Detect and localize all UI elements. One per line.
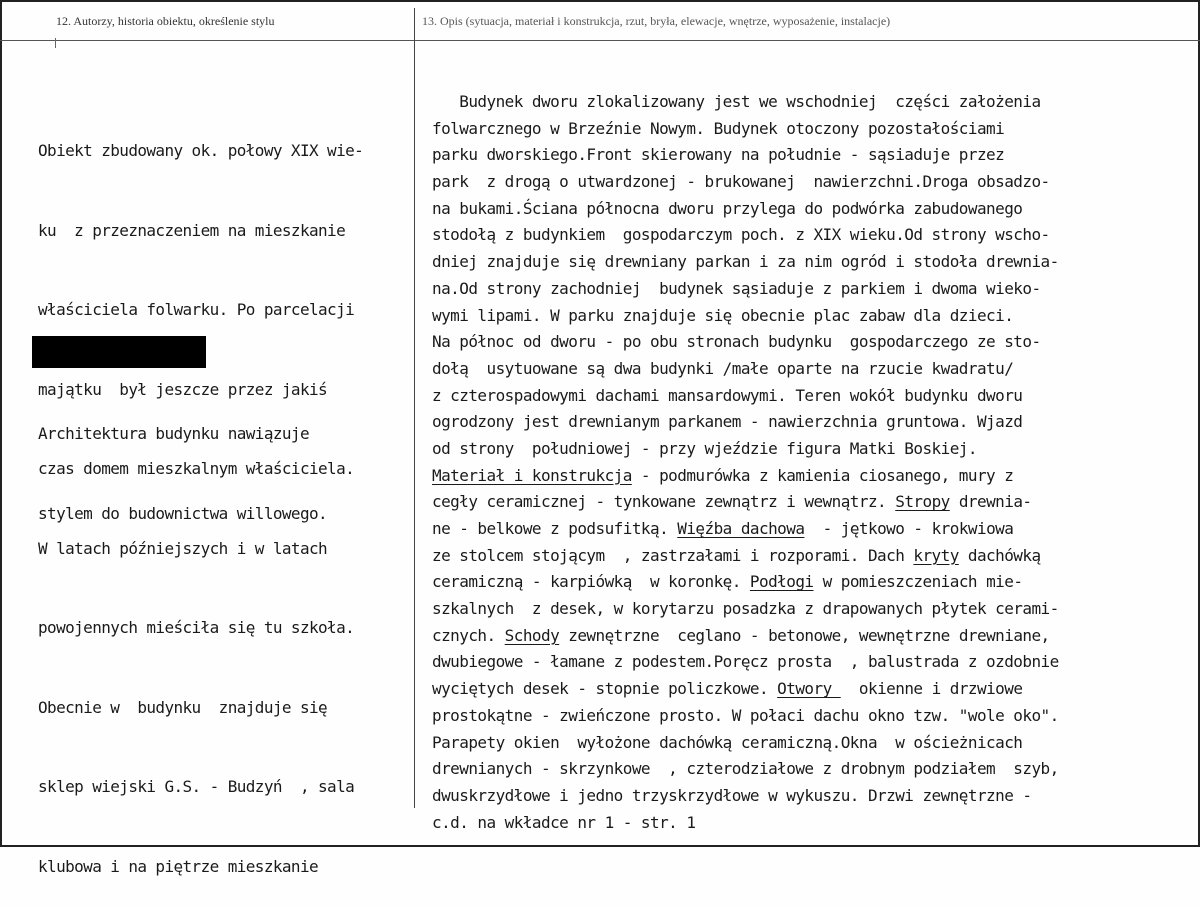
description-line <box>432 810 1059 837</box>
description-line <box>432 329 1059 356</box>
description-line <box>432 249 1059 276</box>
description-text: od strony południowej - przy wjeździe figura Matki Boskiej. <box>432 438 977 458</box>
description-line <box>432 463 1059 490</box>
description-line <box>432 303 1059 330</box>
description-line <box>432 756 1059 783</box>
architecture-text-block <box>38 368 327 554</box>
description-text: dwubiegowe - łamane z podestem.Poręcz prosta , balustrada z ozdobnie <box>432 652 1059 672</box>
description-line <box>432 409 1059 436</box>
description-text: ceramiczną - karpiówką w koronkę. <box>432 572 750 592</box>
description-text: okienne i drzwiowe <box>840 679 1023 699</box>
description-text: na bukami.Ściana północna dworu przylega do podwórka zabudowanego <box>432 198 1023 218</box>
description-line <box>432 142 1059 169</box>
history-line: czas domem mieszkalnym właściciela. <box>38 459 355 478</box>
description-line <box>432 276 1059 303</box>
description-line <box>432 649 1059 676</box>
architecture-line: stylem do budownictwa willowego. <box>38 503 328 523</box>
description-line <box>432 569 1059 596</box>
description-text: dwuskrzydłowe i jedno trzyskrzydłowe w wykuszu. Drzwi zewnętrzne - <box>432 785 1032 805</box>
history-line: W latach późniejszych i w latach <box>38 538 328 558</box>
underlined-term: kryty <box>913 545 959 565</box>
description-line <box>432 489 1059 516</box>
underlined-term: Otwory <box>777 679 841 699</box>
description-line <box>432 116 1059 143</box>
history-line: majątku był jeszcze przez jakiś <box>38 379 328 399</box>
description-line <box>432 596 1059 623</box>
history-line: Obiekt zbudowany ok. połowy XIX wie- <box>38 141 364 160</box>
description-line <box>432 516 1059 543</box>
description-line <box>432 730 1059 757</box>
description-text: wyciętych desek - stopnie policzkowe. <box>432 679 778 699</box>
description-text: wymi lipami. W parku znajduje się obecnie plac zabaw dla dzieci. <box>432 305 1014 325</box>
description-text: ze stolcem stojącym , zastrzałami i rozporami. Dach <box>432 545 914 565</box>
section-13-heading: 13. Opis (sytuacja, materiał i konstrukcja, rzut, bryła, elewacje, wnętrze, wyposażenie, instalacje) <box>422 14 891 28</box>
description-text: w pomieszczeniach mie- <box>813 572 1023 592</box>
column-divider <box>414 8 415 808</box>
description-text: c.d. na wkładce nr 1 - str. 1 <box>432 812 696 832</box>
description-line <box>432 383 1059 410</box>
description-text: z czterospadowymi dachami mansardowymi. Teren wokół budynku dworu <box>432 385 1023 405</box>
underlined-term: Podłogi <box>749 572 814 592</box>
description-line <box>432 89 1059 116</box>
description-text: ne - belkowe z podsufitką. <box>432 519 678 538</box>
description-line <box>432 436 1059 463</box>
underlined-term: Schody <box>504 625 560 645</box>
history-line: sklep wiejski G.S. - Budzyń , sala <box>38 777 355 796</box>
section-12-heading: 12. Autorzy, historia obiektu, określenie stylu <box>56 14 275 28</box>
description-text: szkalnych z desek, w korytarzu posadzka z drapowanych płytek cerami- <box>432 599 1059 619</box>
history-line: powojennych mieściła się tu szkoła. <box>38 618 355 637</box>
description-text: dachówką <box>958 545 1041 565</box>
description-text: drewnia- <box>949 492 1032 512</box>
description-text: Budynek dworu zlokalizowany jest we wschodniej części założenia <box>432 92 1041 111</box>
underlined-term: Stropy <box>895 492 950 512</box>
description-line <box>432 543 1059 570</box>
description-text: zewnętrzne ceglano - betonowe, wewnętrzne drewniane, <box>559 625 1050 645</box>
architecture-line: Architektura budynku nawiązuje <box>38 424 309 443</box>
description-text: Parapety okien wyłożone dachówką ceramiczną.Okna w ościeżnicach <box>432 732 1023 752</box>
description-text: park z drogą o utwardzonej - brukowanej nawierzchni.Droga obsadzo- <box>432 172 1050 192</box>
description-text: parku dworskiego.Front skierowany na południe - sąsiaduje przez <box>432 145 1005 165</box>
description-text: - podmurówka z kamienia ciosanego, mury z <box>631 465 1014 485</box>
description-text: drewnianych - skrzynkowe , czterodziałowe z drobnym podziałem szyb, <box>432 759 1059 779</box>
description-text: folwarcznego w Brzeźnie Nowym. Budynek otoczony pozostałościami <box>432 118 1005 138</box>
description-text: stodołą z budynkiem gospodarczym poch. z XIX wieku.Od strony wscho- <box>432 225 1050 245</box>
header-divider <box>0 40 1200 41</box>
description-line <box>432 676 1059 703</box>
page-border-top <box>0 0 1200 2</box>
description-text-block <box>432 89 1059 836</box>
description-line <box>432 783 1059 810</box>
description-line <box>432 196 1059 223</box>
description-text: dołą usytuowane są dwa budynki /małe oparte na rzucie kwadratu/ <box>432 358 1014 378</box>
description-text: prostokątne - zwieńczone prosto. W połaci dachu okno tzw. "wole oko". <box>432 705 1059 725</box>
description-line <box>432 703 1059 730</box>
underlined-term: Więźba dachowa <box>677 519 805 538</box>
history-line: ku z przeznaczeniem na mieszkanie <box>38 220 346 240</box>
description-text: cznych. <box>432 625 505 645</box>
description-line <box>432 623 1059 650</box>
history-line: właściciela folwarku. Po parcelacji <box>38 300 355 319</box>
description-text: Na północ od dworu - po obu stronach budynku gospodarczego ze sto- <box>432 332 1041 352</box>
history-line: Obecnie w budynku znajduje się <box>38 697 328 717</box>
history-line: klubowa i na piętrze mieszkanie <box>38 856 319 876</box>
description-text: dniej znajduje się drewniany parkan i za nim ogród i stodoła drewnia- <box>432 252 1059 272</box>
underlined-term: Materiał i konstrukcja <box>432 465 632 485</box>
description-text: na.Od strony zachodniej budynek sąsiaduje z parkiem i dwoma wieko- <box>432 278 1041 298</box>
description-text: ogrodzony jest drewnianym parkanem - nawierzchnia gruntowa. Wjazd <box>432 412 1023 432</box>
redaction-bar <box>32 336 206 368</box>
description-line <box>432 356 1059 383</box>
description-line <box>432 222 1059 249</box>
description-text: - jętkowo - krokwiowa <box>804 519 1014 538</box>
header-tick-mark <box>55 38 56 48</box>
description-text: cegły ceramicznej - tynkowane zewnątrz i wewnątrz. <box>432 492 896 512</box>
description-line <box>432 169 1059 196</box>
page-border-left <box>0 0 2 847</box>
